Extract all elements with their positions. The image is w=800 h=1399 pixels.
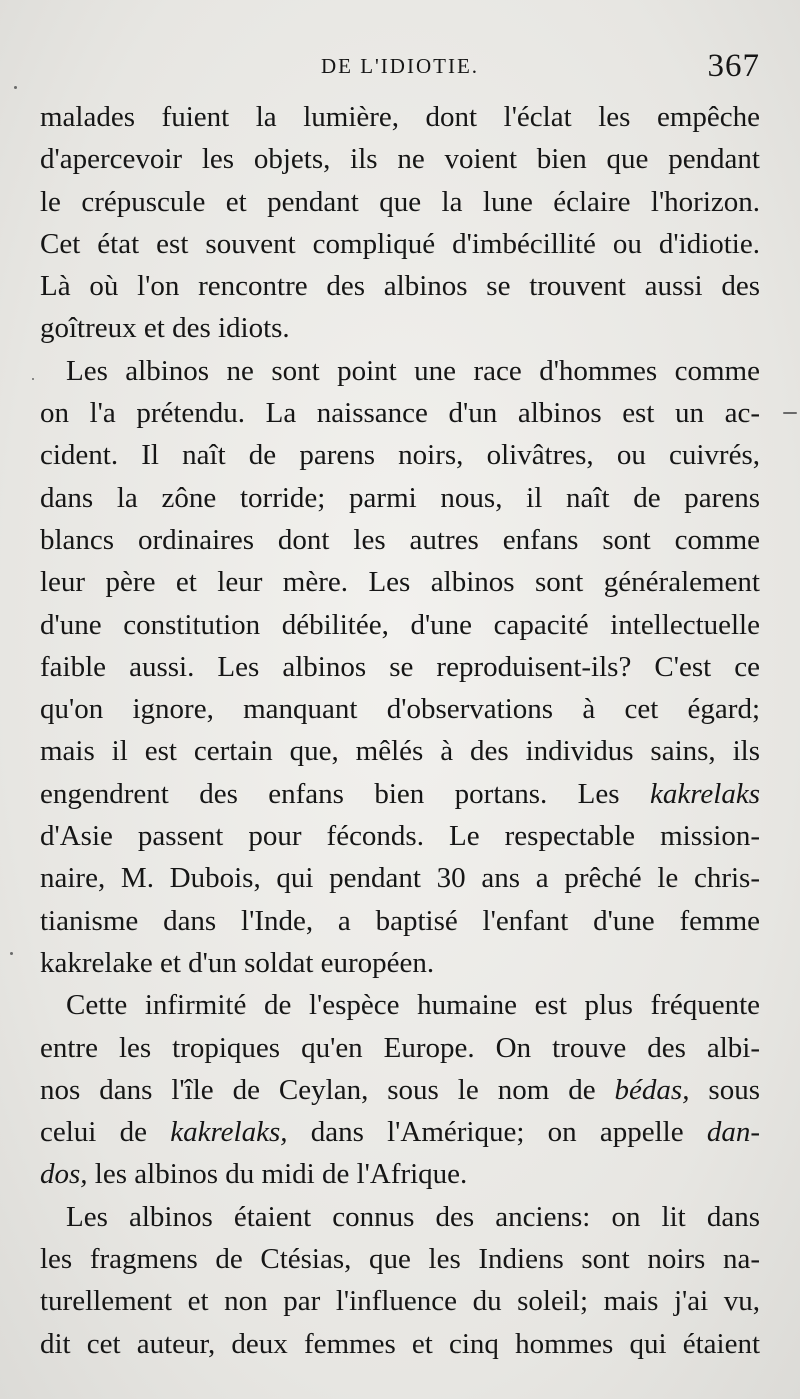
text-line: Les albinos ne sont point une race d'hommes comme bbox=[66, 354, 760, 387]
italic-term: kakrelaks, bbox=[170, 1116, 288, 1149]
text-line: naire, M. Dubois, qui pendant 30 ans a prêché le chris- bbox=[40, 862, 760, 895]
text-segment: sous bbox=[689, 1073, 760, 1106]
text-line: leur père et leur mère. Les albinos sont généralement bbox=[40, 566, 760, 599]
text-line: les fragmens de Ctésias, que les Indiens sont noirs na- bbox=[40, 1243, 760, 1276]
paragraph-p4 bbox=[40, 1196, 760, 1365]
italic-term: dan- bbox=[706, 1116, 761, 1149]
text-line: le crépuscule et pendant que la lune éclaire l'horizon. bbox=[40, 185, 760, 218]
text-line: d'apercevoir les objets, ils ne voient bien que pendant bbox=[40, 143, 760, 176]
text-line: on l'a prétendu. La naissance d'un albinos est un ac- bbox=[40, 397, 760, 430]
text-line: d'une constitution débilitée, d'une capacité intellectuelle bbox=[40, 608, 760, 641]
text-line: Les albinos étaient connus des anciens: on lit dans bbox=[66, 1200, 760, 1233]
paragraph-p1 bbox=[40, 96, 760, 350]
page-number: 367 bbox=[707, 48, 760, 84]
text-line: faible aussi. Les albinos se reproduisent-ils? C'est ce bbox=[40, 650, 760, 683]
paragraph-p3 bbox=[40, 984, 760, 1195]
text-line bbox=[40, 1069, 760, 1111]
text-segment: nos dans l'île de Ceylan, sous le nom de bbox=[40, 1073, 615, 1106]
page-header bbox=[40, 48, 760, 88]
text-line: goîtreux et des idiots. bbox=[40, 312, 290, 345]
text-line: dit cet auteur, deux femmes et cinq hommes qui étaient bbox=[40, 1327, 760, 1360]
text-line: d'Asie passent pour féconds. Le respectable mission- bbox=[40, 820, 760, 853]
text-segment: celui de bbox=[40, 1116, 171, 1149]
text-line: entre les tropiques qu'en Europe. On trouve des albi- bbox=[40, 1031, 760, 1064]
text-line bbox=[40, 1153, 760, 1195]
text-line: Cet état est souvent compliqué d'imbécillité ou d'idiotie. bbox=[40, 227, 760, 260]
text-line: malades fuient la lumière, dont l'éclat les empêche bbox=[40, 101, 760, 133]
text-line: tianisme dans l'Inde, a baptisé l'enfant d'une femme bbox=[40, 904, 760, 937]
body-text bbox=[40, 96, 760, 1365]
text-line: turellement et non par l'influence du soleil; mais j'ai vu, bbox=[40, 1285, 760, 1318]
text-line: cident. Il naît de parens noirs, olivâtres, ou cuivrés, bbox=[40, 439, 760, 472]
text-line bbox=[40, 1111, 760, 1153]
text-line: blancs ordinaires dont les autres enfans sont comme bbox=[40, 523, 760, 556]
text-segment: dans l'Amérique; on appelle bbox=[287, 1116, 707, 1149]
text-line: qu'on ignore, manquant d'observations à cet égard; bbox=[40, 693, 760, 726]
text-line: Là où l'on rencontre des albinos se trouvent aussi des bbox=[40, 270, 760, 303]
italic-term: dos, bbox=[40, 1158, 88, 1191]
running-head: DE L'IDIOTIE. bbox=[320, 54, 480, 78]
text-line: Cette infirmité de l'espèce humaine est plus fréquente bbox=[66, 989, 760, 1022]
text-line bbox=[40, 773, 760, 815]
paragraph-p2 bbox=[40, 350, 760, 984]
text-segment: les albinos du midi de l'Afrique. bbox=[87, 1158, 468, 1191]
text-line: kakrelake et d'un soldat européen. bbox=[40, 946, 435, 979]
text-line: dans la zône torride; parmi nous, il naît de parens bbox=[40, 481, 760, 514]
text-line: mais il est certain que, mêlés à des individus sains, ils bbox=[40, 735, 760, 768]
italic-term: bédas, bbox=[614, 1073, 690, 1106]
text-segment: engendrent des enfans bien portans. Les bbox=[40, 777, 650, 810]
italic-term: kakrelaks bbox=[649, 777, 760, 810]
